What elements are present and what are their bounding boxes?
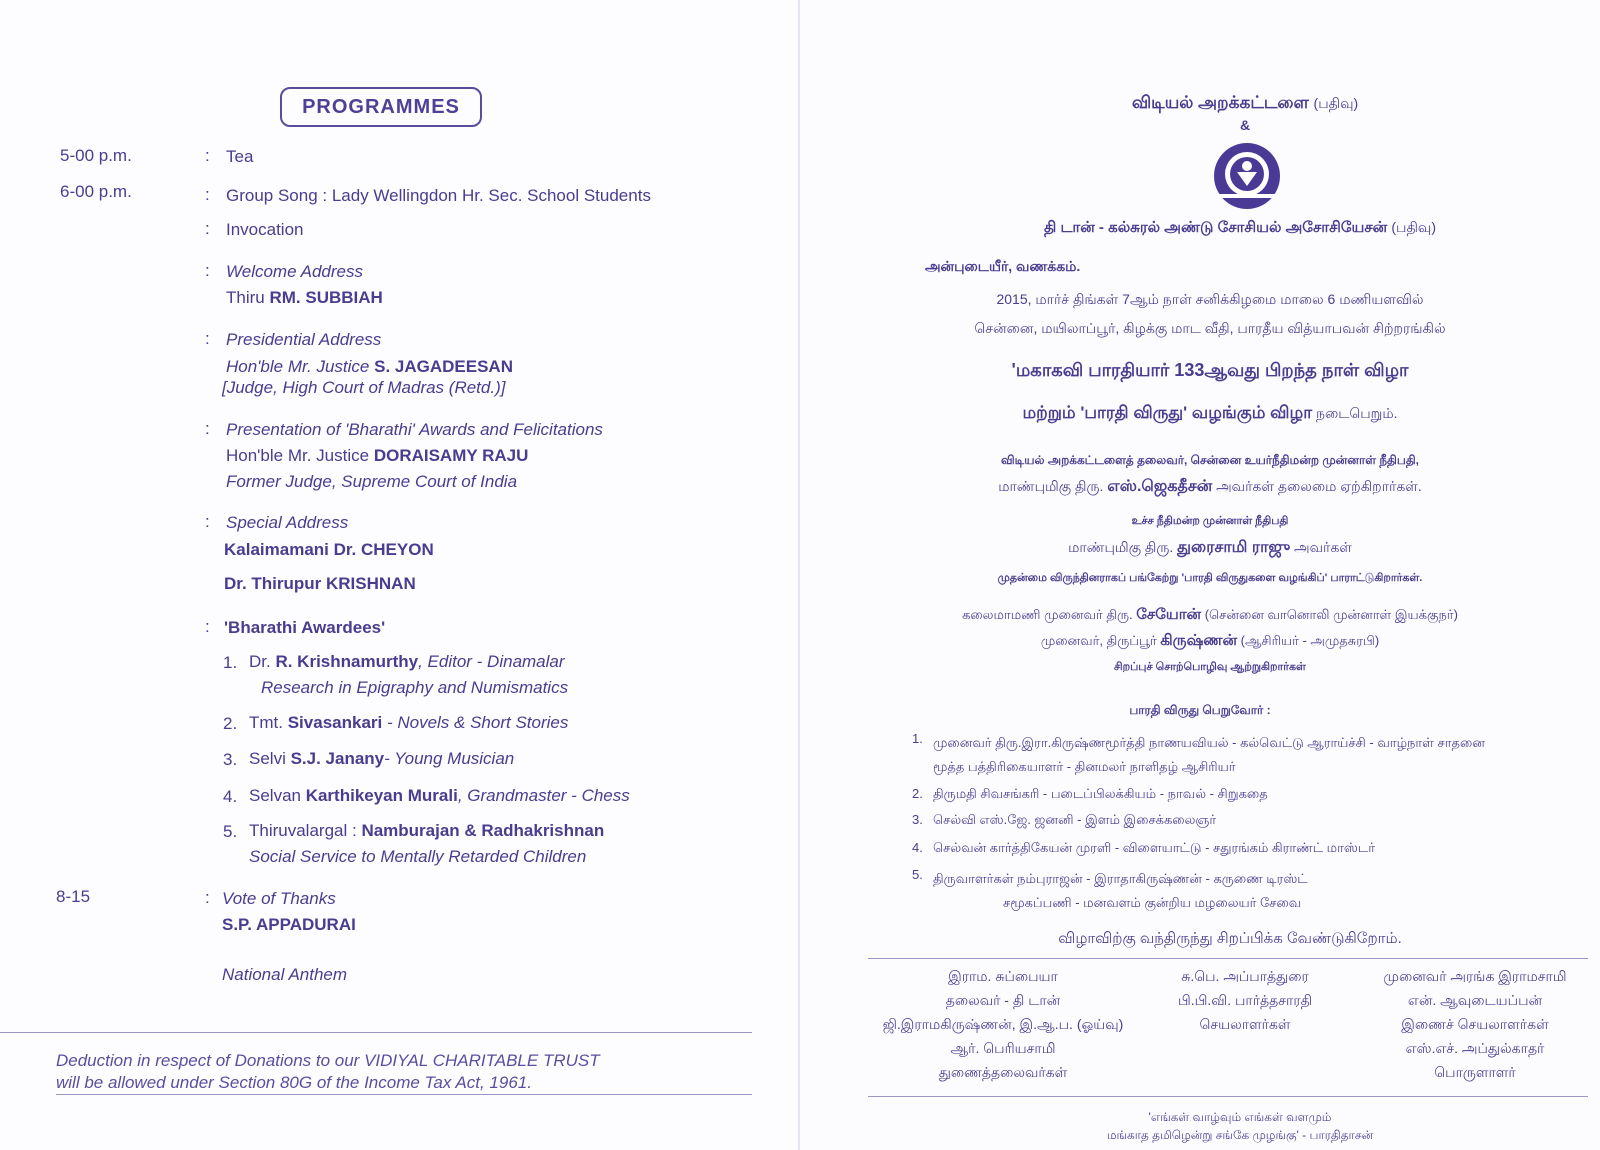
chief-guest-line-2: மாண்புமிகு திரு. துரைசாமி ராஜு அவர்கள்	[1068, 539, 1352, 556]
colon: :	[205, 419, 210, 438]
colon: :	[205, 146, 210, 165]
awardee-number: 3.	[223, 750, 238, 769]
vote-label: Vote of Thanks	[222, 889, 336, 908]
time-group-song: 6-00 p.m.	[60, 182, 132, 201]
award-item-2: திருமதி சிவசங்கரி - படைப்பிலக்கியம் - நாவல் - சிறுகதை	[933, 786, 1268, 801]
programme-page	[0, 0, 798, 1150]
award-item-4: செல்வன் கார்த்திகேயன் முரளி - விளையாட்டு - சதுரங்கம் கிராண்ட் மாஸ்டர்	[933, 840, 1376, 855]
president-line-2: மாண்புமிகு திரு. எஸ்.ஜெகதீசன் அவர்கள் தலைமை ஏற்கிறார்கள்.	[998, 478, 1422, 495]
special-speaker-2: Dr. Thirupur KRISHNAN	[224, 574, 416, 593]
award-number: 1.	[912, 731, 923, 746]
awardee-number: 2.	[223, 714, 238, 733]
item-group-song: Group Song : Lady Wellingdon Hr. Sec. School Students	[226, 186, 651, 205]
vote-speaker: S.P. APPADURAI	[222, 915, 356, 934]
divider	[56, 1094, 752, 1095]
time-vote: 8-15	[56, 887, 91, 906]
item-tea: Tea	[226, 147, 254, 166]
item-invocation: Invocation	[226, 220, 304, 239]
award-number: 4.	[912, 840, 923, 855]
org2-heading: தி டான் - கல்சுரல் அண்டு சோசியல் அசோசியேசன் (பதிவு)	[1043, 219, 1436, 236]
welcome-speaker: Thiru RM. SUBBIAH	[226, 288, 383, 307]
presentation-label: Presentation of 'Bharathi' Awards and Felicitations	[226, 420, 603, 439]
greeting: அன்புடையீர், வணக்கம்.	[925, 258, 1081, 274]
closing-quote: 'எங்கள் வாழ்வும் எங்கள் வளமும் மங்காத தமிழென்று சங்கே முழங்கு' - பாரதிதாசன்	[1106, 1110, 1374, 1142]
colon: :	[205, 617, 210, 636]
programmes-title: PROGRAMMES	[280, 87, 482, 127]
date-line: 2015, மார்ச் திங்கள் 7ஆம் நாள் சனிக்கிழமை மாலை 6 மணியளவில்	[996, 291, 1424, 307]
award-item-1: முனைவர் திரு.இரா.கிருஷ்ணமூர்த்தி நாணயவியல் - கல்வெட்டு ஆராய்ச்சி - வாழ்நாள் சாதனை மூத்த பத்திரிகையாளர் - தினமலர் நாளிதழ் ஆசிரியர்	[933, 735, 1485, 774]
colon: :	[205, 185, 210, 204]
award-number: 2.	[912, 786, 923, 801]
presidential-label: Presidential Address	[226, 330, 382, 349]
awardee-4: Selvan Karthikeyan Murali, Grandmaster - Chess	[249, 786, 630, 805]
divider	[0, 1032, 752, 1033]
chief-guest-line-3: முதன்மை விருந்தினராகப் பங்கேற்று 'பாரதி விருதுகளை வழங்கிப்' பாராட்டுகிறார்கள்.	[997, 572, 1423, 584]
award-list-title: பாரதி விருது பெறுவோர் :	[1129, 703, 1271, 717]
signatories-column-2: சு.பெ. அப்பாத்துரை பி.பி.வி. பார்த்தசாரதி செயலாளர்கள்	[1177, 968, 1313, 1032]
awardee-3: Selvi S.J. Janany- Young Musician	[249, 749, 515, 768]
awardee-2: Tmt. Sivasankari - Novels & Short Stories	[249, 713, 569, 732]
special-speaker-1: Kalaimamani Dr. CHEYON	[224, 540, 434, 559]
special-label: Special Address	[226, 513, 349, 532]
national-anthem: National Anthem	[222, 965, 348, 984]
awardee-5: Thiruvalargal : Namburajan & Radhakrishnan Social Service to Mentally Retarded Children	[249, 821, 605, 866]
tax-note: Deduction in respect of Donations to our VIDIYAL CHARITABLE TRUST will be allowed under Section 80G of the Income Tax Act, 1961.	[56, 1051, 600, 1092]
awardee-number: 1.	[223, 653, 238, 672]
divider	[868, 958, 1588, 959]
colon: :	[205, 329, 210, 348]
award-number: 5.	[912, 867, 923, 882]
colon: :	[205, 512, 210, 531]
presentation-speaker: Hon'ble Mr. Justice DORAISAMY RAJU	[226, 446, 529, 465]
org1-heading: விடியல் அறக்கட்டளை (பதிவு)	[1131, 93, 1359, 112]
awardees-title: 'Bharathi Awardees'	[224, 618, 386, 637]
colon: :	[205, 219, 210, 238]
presentation-title: Former Judge, Supreme Court of India	[226, 472, 518, 491]
colon: :	[205, 261, 210, 280]
event-title: 'மகாகவி பாரதியார் 133ஆவது பிறந்த நாள் விழா	[1011, 360, 1409, 380]
signatories-column-3: முனைவர் அரங்க இராமசாமி என். ஆவுடையப்பன் இணைச் செயலாளர்கள் எஸ்.எச். அப்துல்காதர் பொருளாளர்	[1383, 968, 1567, 1080]
ampersand: &	[1239, 117, 1251, 133]
award-item-3: செல்வி எஸ்.ஜே. ஜனனி - இளம் இசைக்கலைஞர்	[933, 812, 1217, 827]
event-subtitle: மற்றும் 'பாரதி விருது' வழங்கும் விழா நடைபெறும்.	[1022, 403, 1398, 422]
chief-guest-line-1: உச்ச நீதிமன்ற முன்னாள் நீதிபதி	[1131, 515, 1289, 527]
award-number: 3.	[912, 812, 923, 827]
invitation-line: விழாவிற்கு வந்திருந்து சிறப்பிக்க வேண்டுகிறோம்.	[1058, 930, 1402, 947]
divider	[868, 1096, 1588, 1097]
signatories-column-1: இராம. சுப்பையா தலைவர் - தி டான் ஜி.இராமகிருஷ்ணன், இ.ஆ.ப. (ஓய்வு) ஆர். பெரியசாமி துணைத்தலைவர்கள்	[882, 968, 1124, 1080]
special-speaker-line-1: கலைமாமணி முனைவர் திரு. சேயோன் (சென்னை வானொலி முன்னாள் இயக்குநர்)	[962, 606, 1458, 623]
special-speaker-line-3: சிறப்புச் சொற்பொழிவு ஆற்றுகிறார்கள்	[1114, 661, 1306, 673]
award-item-5: திருவாளர்கள் நம்புராஜன் - இராதாகிருஷ்ணன் - கருணை டிரஸ்ட் சமூகப்பணி - மனவளம் குன்றிய மழலையர் சேவை	[933, 871, 1308, 910]
awardee-1: Dr. R. Krishnamurthy, Editor - Dinamalar Research in Epigraphy and Numismatics	[249, 652, 569, 697]
president-line-1: விடியல் அறக்கட்டளைத் தலைவர், சென்னை உயர்நீதிமன்ற முன்னாள் நீதிபதி,	[1001, 453, 1419, 467]
awardee-number: 4.	[223, 787, 238, 806]
awardee-number: 5.	[223, 822, 238, 841]
presidential-title: [Judge, High Court of Madras (Retd.)]	[222, 378, 506, 397]
venue-line: சென்னை, மயிலாப்பூர், கிழக்கு மாட வீதி, பாரதீய வித்யாபவன் சிற்றரங்கில்	[974, 320, 1446, 336]
colon: :	[205, 888, 210, 907]
welcome-label: Welcome Address	[226, 262, 363, 281]
presidential-speaker: Hon'ble Mr. Justice S. JAGADEESAN	[226, 357, 513, 376]
time-tea: 5-00 p.m.	[60, 146, 132, 165]
trust-logo-icon	[1213, 142, 1281, 210]
special-speaker-line-2: முனைவர், திருப்பூர் கிருஷ்ணன் (ஆசிரியர் - அமுதசுரபி)	[1040, 632, 1380, 649]
